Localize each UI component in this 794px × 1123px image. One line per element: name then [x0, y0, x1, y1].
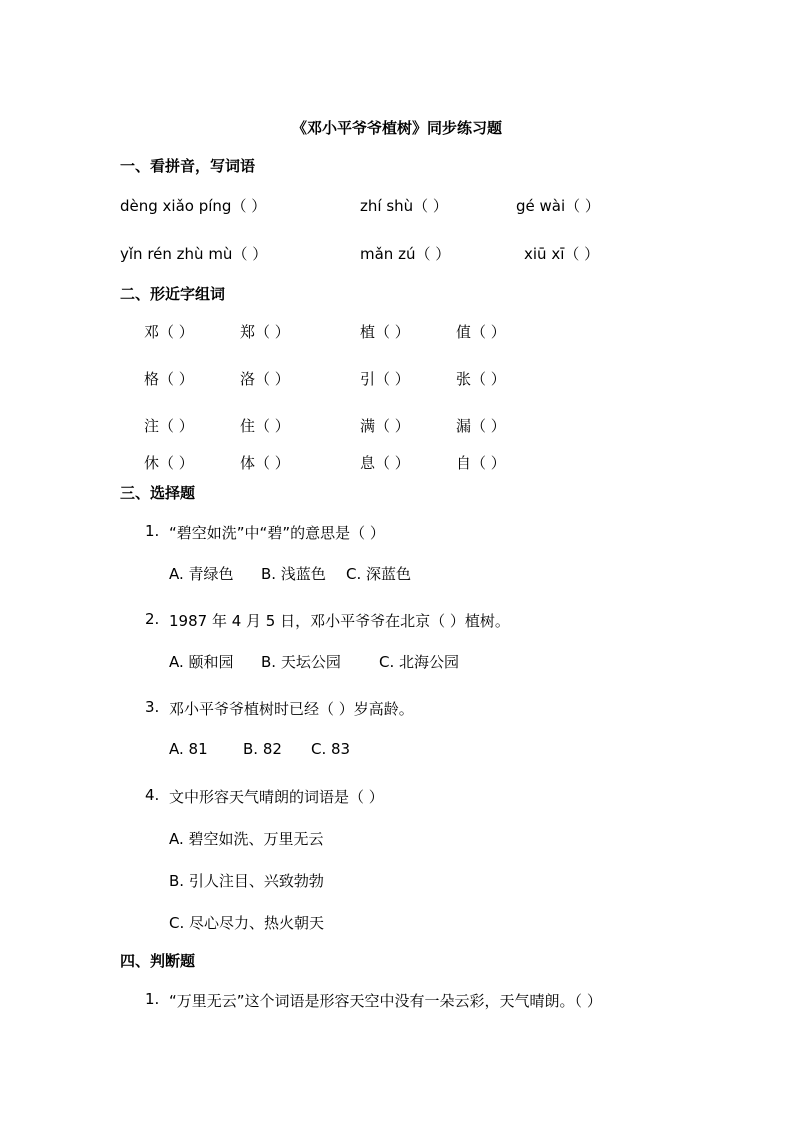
- question-number: 1.: [145, 522, 160, 540]
- char-item: [456, 415, 506, 436]
- option: B. 引人注目、兴致勃勃: [169, 872, 324, 890]
- answer-blank: （ ）: [375, 417, 410, 435]
- pinyin-text: gé wài: [516, 197, 566, 215]
- question-number: 2.: [145, 610, 160, 628]
- char: 自: [456, 454, 472, 472]
- section-heading-pinyin: 一、看拼音，写词语: [120, 157, 256, 175]
- char-item: [144, 321, 194, 342]
- answer-blank: （ ）: [375, 370, 410, 388]
- char-item: [144, 452, 194, 473]
- char: 引: [360, 370, 376, 388]
- answer-blank: （ ）: [255, 323, 290, 341]
- answer-blank: （ ）: [564, 245, 600, 263]
- answer-blank: （ ）: [415, 245, 451, 263]
- section-heading-multiple-choice: 三、选择题: [120, 484, 196, 502]
- char: 洛: [240, 370, 256, 388]
- pinyin-text: zhí shù: [360, 197, 414, 215]
- question-text: 文中形容天气晴朗的词语是（ ）: [169, 788, 384, 806]
- char-item: [360, 452, 410, 473]
- char-item: [240, 368, 290, 389]
- answer-blank: （ ）: [471, 454, 506, 472]
- answer-blank: （ ）: [375, 454, 410, 472]
- answer-blank: （ ）: [159, 323, 194, 341]
- answer-blank: （ ）: [413, 197, 448, 215]
- answer-blank: （ ）: [255, 417, 290, 435]
- answer-blank: （ ）: [471, 323, 506, 341]
- question-text: 1987 年 4 月 5 日，邓小平爷爷在北京（ ）植树。: [169, 612, 510, 630]
- option: C. 83: [311, 740, 351, 758]
- answer-blank: （ ）: [565, 197, 600, 215]
- char-item: [456, 368, 506, 389]
- char: 漏: [456, 417, 472, 435]
- answer-blank: （ ）: [159, 454, 194, 472]
- option: A. 碧空如洗、万里无云: [169, 830, 324, 848]
- char: 张: [456, 370, 472, 388]
- page-title: 《邓小平爷爷植树》同步练习题: [291, 119, 502, 137]
- pinyin-text: xiū xī: [524, 245, 565, 263]
- char: 满: [360, 417, 376, 435]
- option: A. 青绿色: [169, 565, 234, 583]
- char-item: [360, 415, 410, 436]
- char: 注: [144, 417, 160, 435]
- option: A. 81: [169, 740, 208, 758]
- answer-blank: （ ）: [375, 323, 410, 341]
- section-heading-true-false: 四、判断题: [120, 952, 196, 970]
- pinyin-text: dèng xiǎo píng: [120, 197, 232, 215]
- question-number: 4.: [145, 786, 160, 804]
- answer-blank: （ ）: [232, 245, 268, 263]
- question-text: “万里无云”这个词语是形容天空中没有一朵云彩，天气晴朗。（ ）: [169, 992, 602, 1010]
- answer-blank: （ ）: [159, 417, 194, 435]
- answer-blank: （ ）: [471, 417, 506, 435]
- char-item: [144, 368, 194, 389]
- answer-blank: （ ）: [231, 197, 267, 215]
- char: 休: [144, 454, 160, 472]
- pinyin-item: [360, 243, 450, 264]
- char: 住: [240, 417, 256, 435]
- char: 郑: [240, 323, 256, 341]
- char: 值: [456, 323, 472, 341]
- section-heading-similar-chars: 二、形近字组词: [120, 285, 226, 303]
- answer-blank: （ ）: [255, 370, 290, 388]
- char: 格: [144, 370, 160, 388]
- answer-blank: （ ）: [255, 454, 290, 472]
- question-number: 1.: [145, 990, 160, 1008]
- char-item: [240, 452, 290, 473]
- char-item: [360, 321, 410, 342]
- char: 息: [360, 454, 376, 472]
- pinyin-item: [120, 195, 266, 216]
- char-item: [144, 415, 194, 436]
- option: C. 北海公园: [379, 653, 460, 671]
- char: 植: [360, 323, 376, 341]
- question-text: 邓小平爷爷植树时已经（ ）岁高龄。: [169, 700, 414, 718]
- answer-blank: （ ）: [159, 370, 194, 388]
- pinyin-item: [120, 243, 267, 264]
- char-item: [240, 321, 290, 342]
- option: C. 深蓝色: [346, 565, 412, 583]
- char: 体: [240, 454, 256, 472]
- char-item: [360, 368, 410, 389]
- pinyin-text: mǎn zú: [360, 245, 416, 263]
- char: 邓: [144, 323, 160, 341]
- question-number: 3.: [145, 698, 160, 716]
- char-item: [456, 452, 506, 473]
- option: B. 浅蓝色: [261, 565, 326, 583]
- question-text: “碧空如洗”中“碧”的意思是（ ）: [169, 524, 385, 542]
- option: A. 颐和园: [169, 653, 234, 671]
- char-item: [240, 415, 290, 436]
- pinyin-item: [360, 195, 448, 216]
- answer-blank: （ ）: [471, 370, 506, 388]
- option: B. 82: [243, 740, 282, 758]
- pinyin-item: [524, 243, 599, 264]
- char-item: [456, 321, 506, 342]
- pinyin-text: yǐn rén zhù mù: [120, 245, 233, 263]
- pinyin-item: [516, 195, 600, 216]
- option: B. 天坛公园: [261, 653, 341, 671]
- option: C. 尽心尽力、热火朝天: [169, 914, 325, 932]
